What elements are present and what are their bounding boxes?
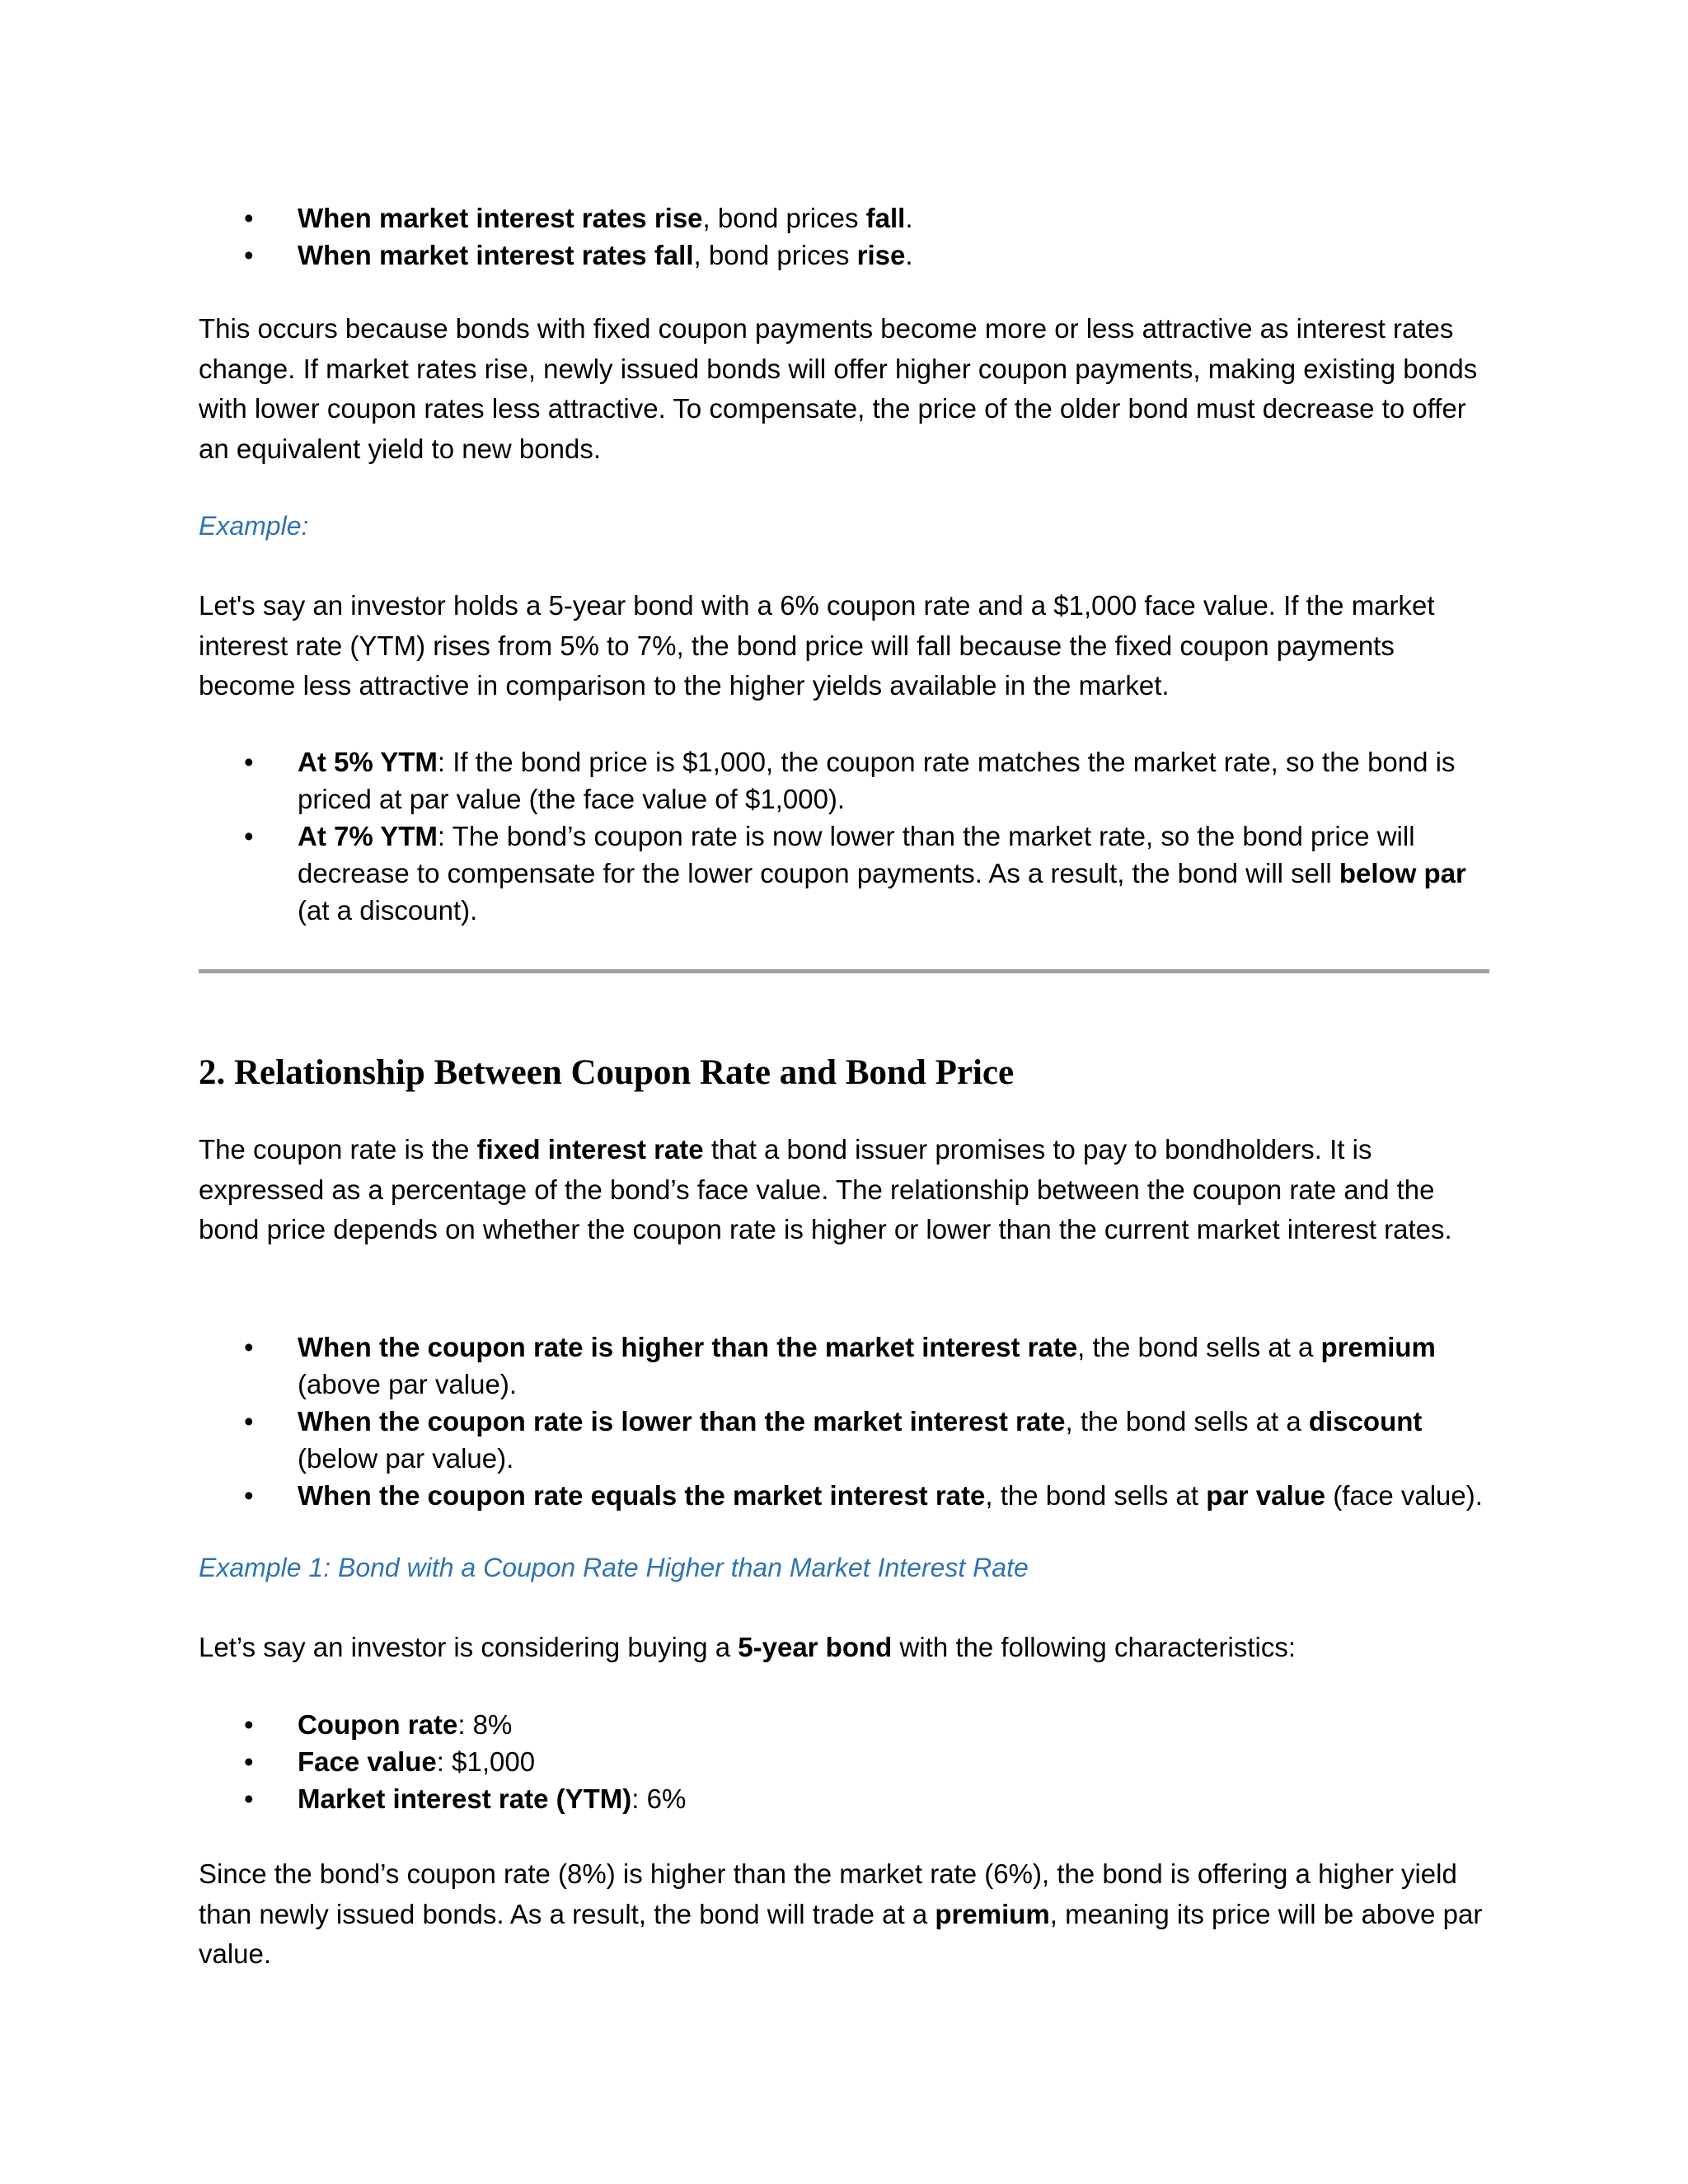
list-item-text: At 7% YTM: The bond’s coupon rate is now lower than the market rate, so the bond price will decrease to compensate for the lower coupon payments. As a result, the bond will sell below par (at a discount).: [298, 821, 1466, 926]
bullet-icon: •: [244, 1480, 254, 1511]
bullet-icon: •: [244, 240, 254, 270]
example1-heading: Example 1: Bond with a Coupon Rate Higher than Market Interest Rate: [199, 1553, 1029, 1582]
list-item-text: When market interest rates fall, bond prices rise.: [298, 240, 913, 270]
list-item: [199, 199, 1489, 237]
example-heading: Example:: [199, 511, 309, 541]
paragraph-conclusion: Since the bond’s coupon rate (8%) is higher than the market rate (6%), the bond is offering a higher yield than newly issued bonds. As a result, the bond will trade at a premium, meaning its price will be above par value.: [199, 1858, 1483, 1969]
bullet-icon: •: [244, 747, 254, 777]
list-item-text: When market interest rates rise, bond prices fall.: [298, 203, 913, 233]
list-item-text: Face value: $1,000: [298, 1746, 536, 1777]
list-item-text: Market interest rate (YTM): 6%: [298, 1783, 687, 1814]
list-item: [199, 1780, 1489, 1817]
bullet-icon: •: [244, 1406, 254, 1436]
list-item-text: When the coupon rate is lower than the market interest rate, the bond sells at a discount (below par value).: [298, 1406, 1423, 1474]
bullet-icon: •: [244, 203, 254, 233]
paragraph-example: Let's say an investor holds a 5-year bond with a 6% coupon rate and a $1,000 face value. If the market interest rate (YTM) rises from 5% to 7%, the bond price will fall because the fixed coupon payments become less attractive in comparison to the higher yields available in the market.: [199, 590, 1435, 701]
paragraph-section-intro: The coupon rate is the fixed interest rate that a bond issuer promises to pay to bondholders. It is expressed as a percentage of the bond’s face value. The relationship between the coupon rate and the bond price depends on whether the coupon rate is higher or lower than the current market interest rates.: [199, 1134, 1452, 1244]
bullet-icon: •: [244, 1332, 254, 1362]
bullet-icon: •: [244, 821, 254, 851]
list-item: [199, 1329, 1489, 1403]
list-item: [199, 1706, 1489, 1743]
list-item: [199, 743, 1489, 818]
section-heading: 2. Relationship Between Coupon Rate and Bond Price: [199, 1053, 1015, 1092]
list-item-text: At 5% YTM: If the bond price is $1,000, the coupon rate matches the market rate, so the bond is priced at par value (the face value of $1,000).: [298, 747, 1456, 814]
list-item: [199, 1477, 1489, 1514]
list-item: [199, 237, 1489, 274]
list-item: [199, 1403, 1489, 1477]
list-item: [199, 818, 1489, 929]
paragraph-example1-intro: Let’s say an investor is considering buying a 5-year bond with the following characteristics:: [199, 1632, 1296, 1662]
bullet-icon: •: [244, 1746, 254, 1777]
bullet-icon: •: [244, 1709, 254, 1740]
list-item: [199, 1743, 1489, 1780]
horizontal-divider: [199, 969, 1489, 973]
list-item-text: When the coupon rate is higher than the market interest rate, the bond sells at a premium (above par value).: [298, 1332, 1436, 1399]
list-item-text: When the coupon rate equals the market interest rate, the bond sells at par value (face value).: [298, 1480, 1483, 1511]
paragraph-reason: This occurs because bonds with fixed coupon payments become more or less attractive as interest rates change. If market rates rise, newly issued bonds will offer higher coupon payments, making existing bonds with lower coupon rates less attractive. To compensate, the price of the older bond must decrease to offer an equivalent yield to new bonds.: [199, 313, 1478, 464]
list-item-text: Coupon rate: 8%: [298, 1709, 513, 1740]
bullet-icon: •: [244, 1783, 254, 1814]
